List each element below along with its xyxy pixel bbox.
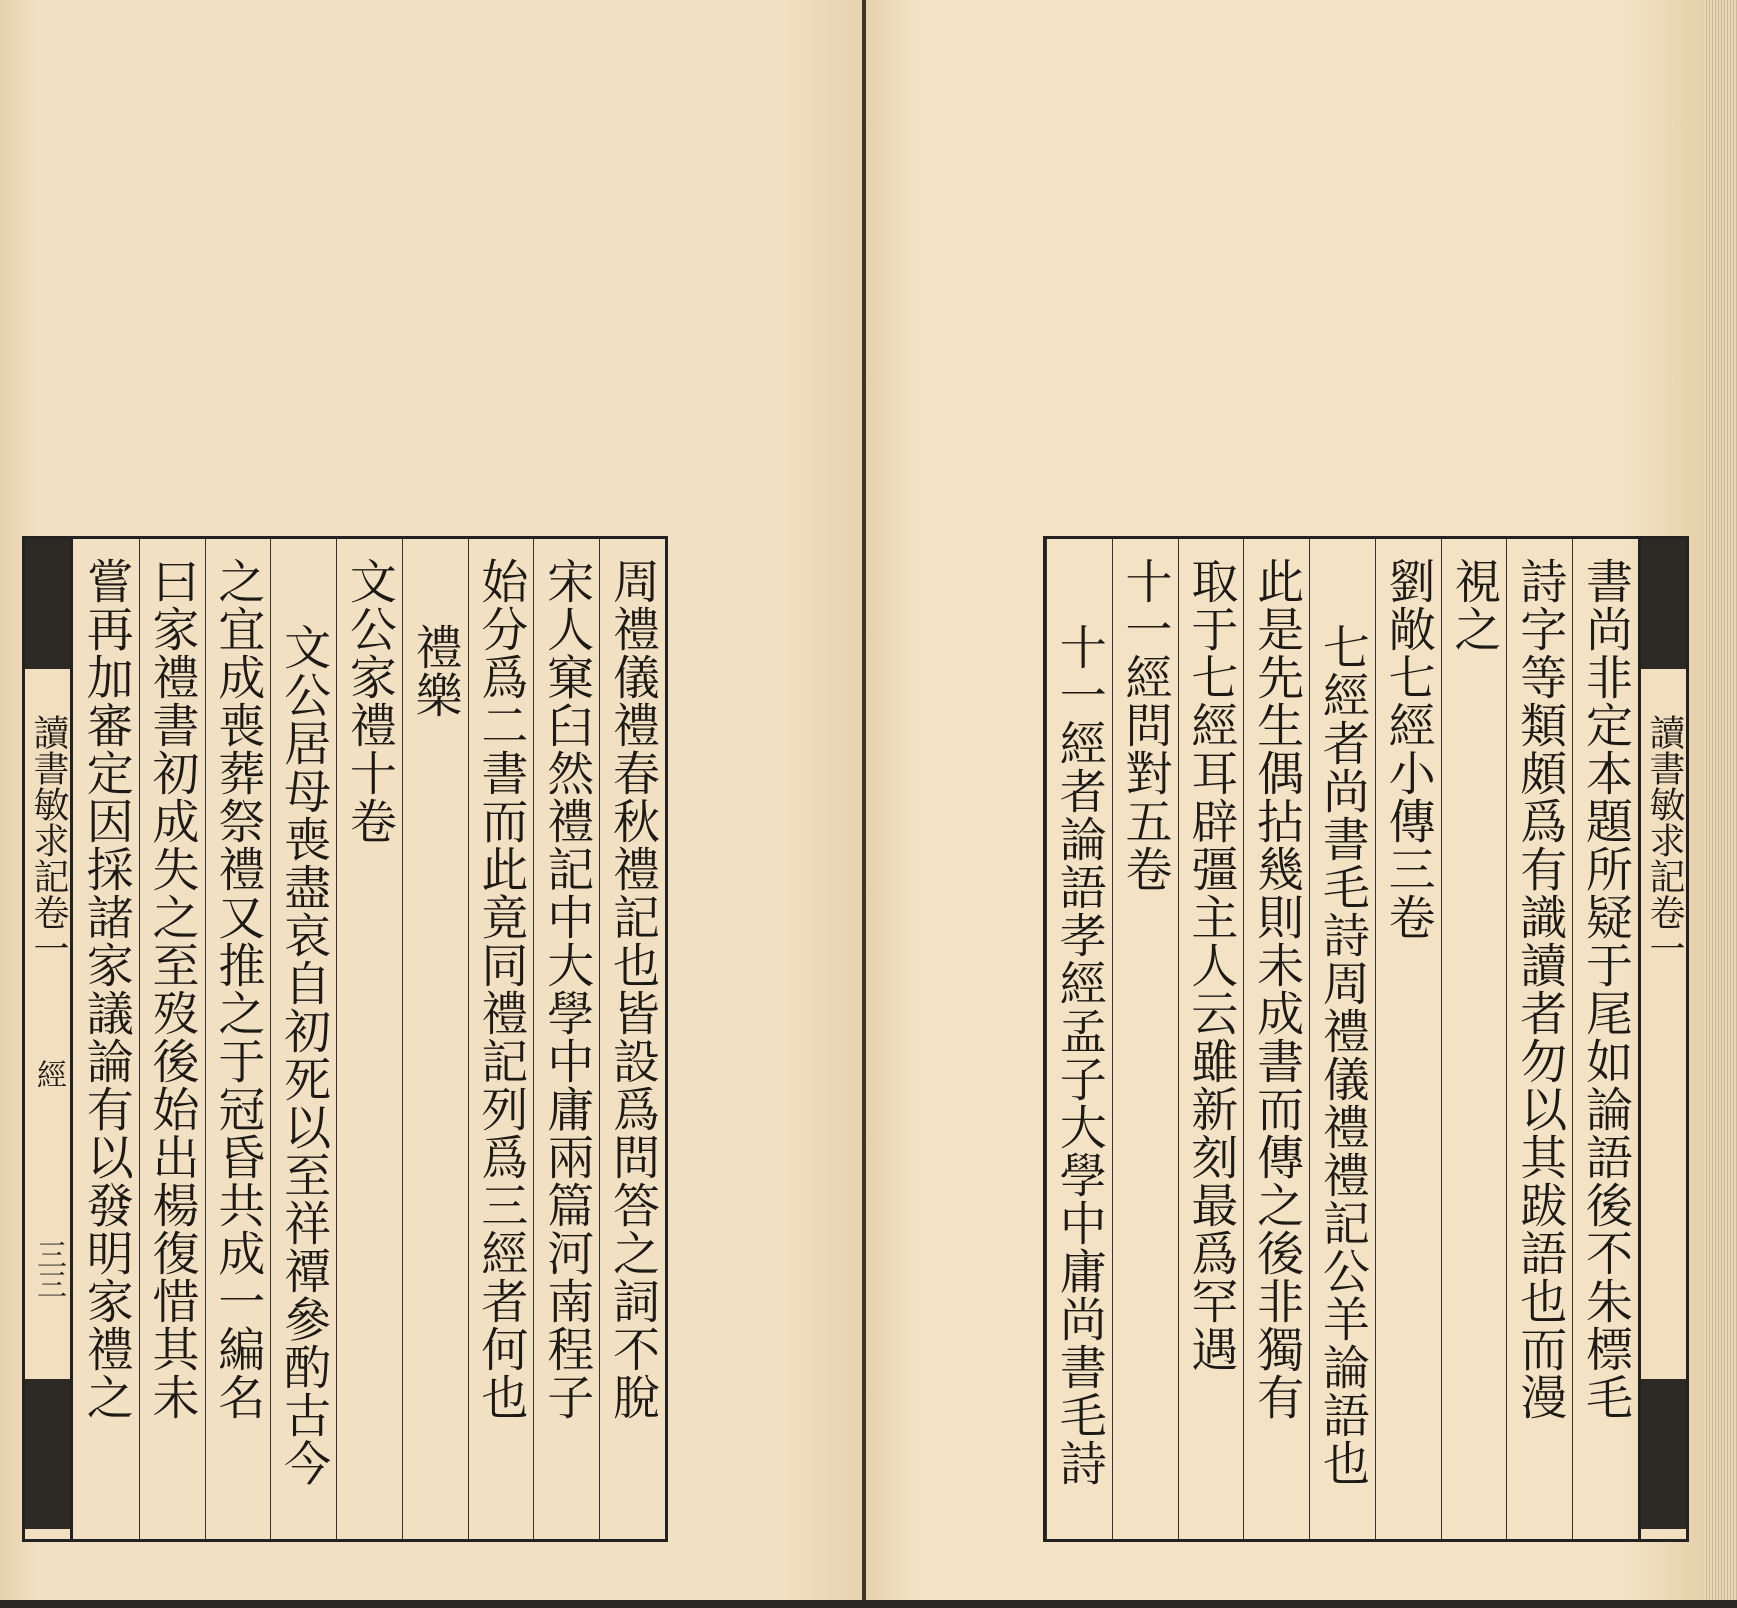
column-text: 禮樂 <box>407 623 463 719</box>
text-column <box>336 539 402 1539</box>
fold-section: 經 <box>31 1059 66 1089</box>
column-text: 宋人窠臼然禮記中大學中庸兩篇河南程子 <box>539 557 595 1421</box>
column-text: 嘗再加審定因採諸家議論有以發明家禮之 <box>78 557 134 1421</box>
column-text: 曰家禮書初成失之至歿後始出楊復惜其未 <box>144 557 200 1421</box>
text-column <box>205 539 271 1539</box>
column-text: 十一經者論語孝經孟子大學中庸尚書毛詩 <box>1051 623 1107 1487</box>
text-column <box>1112 539 1178 1539</box>
column-text: 書尚非定本題所疑于尾如論語後不朱標毛 <box>1577 557 1633 1421</box>
column-text: 文公家禮十卷 <box>341 557 397 845</box>
column-text: 視之 <box>1446 557 1502 653</box>
fold-center-strip <box>1638 539 1686 1539</box>
text-column <box>468 539 534 1539</box>
text-column <box>533 539 599 1539</box>
text-column <box>1243 539 1309 1539</box>
text-column <box>1375 539 1441 1539</box>
column-text: 此是先生偶拈幾則未成書而傳之後非獨有 <box>1249 557 1305 1421</box>
column-text: 取于七經耳辟彊主人云雖新刻最爲罕遇 <box>1183 557 1239 1373</box>
text-column <box>1309 539 1375 1539</box>
column-text: 十一經問對五卷 <box>1117 557 1173 893</box>
column-text: 劉敞七經小傳三卷 <box>1380 557 1436 941</box>
text-column <box>1046 539 1112 1539</box>
fold-title: 讀書敏求記卷一 <box>1644 714 1685 966</box>
text-column <box>1572 539 1638 1539</box>
black-fishtail-bottom <box>1641 1379 1686 1529</box>
column-text: 詩字等類頗爲有識讀者勿以其跋語也而漫 <box>1512 557 1568 1421</box>
column-text: 七經者尚書毛詩周禮儀禮禮記公羊論語也 <box>1314 623 1370 1487</box>
text-column <box>1178 539 1244 1539</box>
text-column <box>402 539 468 1539</box>
column-text: 之宜成喪葬祭禮又推之于冠昏共成一編名 <box>210 557 266 1421</box>
black-fishtail-top <box>25 539 70 669</box>
fold-folio-number: 三三 <box>31 1239 66 1299</box>
text-column <box>139 539 205 1539</box>
left-page <box>0 0 862 1600</box>
right-text-block <box>1043 536 1689 1542</box>
text-column <box>1506 539 1572 1539</box>
black-fishtail-bottom <box>25 1379 70 1529</box>
text-column <box>1441 539 1507 1539</box>
page-edges <box>1704 0 1737 1600</box>
column-text: 文公居母喪盡哀自初死以至祥禫參酌古今 <box>276 623 332 1487</box>
column-text: 周禮儀禮春秋禮記也皆設爲問答之詞不脫 <box>604 557 660 1421</box>
text-column <box>73 539 139 1539</box>
black-fishtail-top <box>1641 539 1686 669</box>
fold-title: 讀書敏求記卷一 <box>28 714 69 966</box>
text-column <box>270 539 336 1539</box>
text-column <box>599 539 665 1539</box>
fold-center-strip <box>25 539 73 1539</box>
left-text-block <box>22 536 668 1542</box>
column-text: 始分爲二書而此竟同禮記列爲三經者何也 <box>473 557 529 1421</box>
